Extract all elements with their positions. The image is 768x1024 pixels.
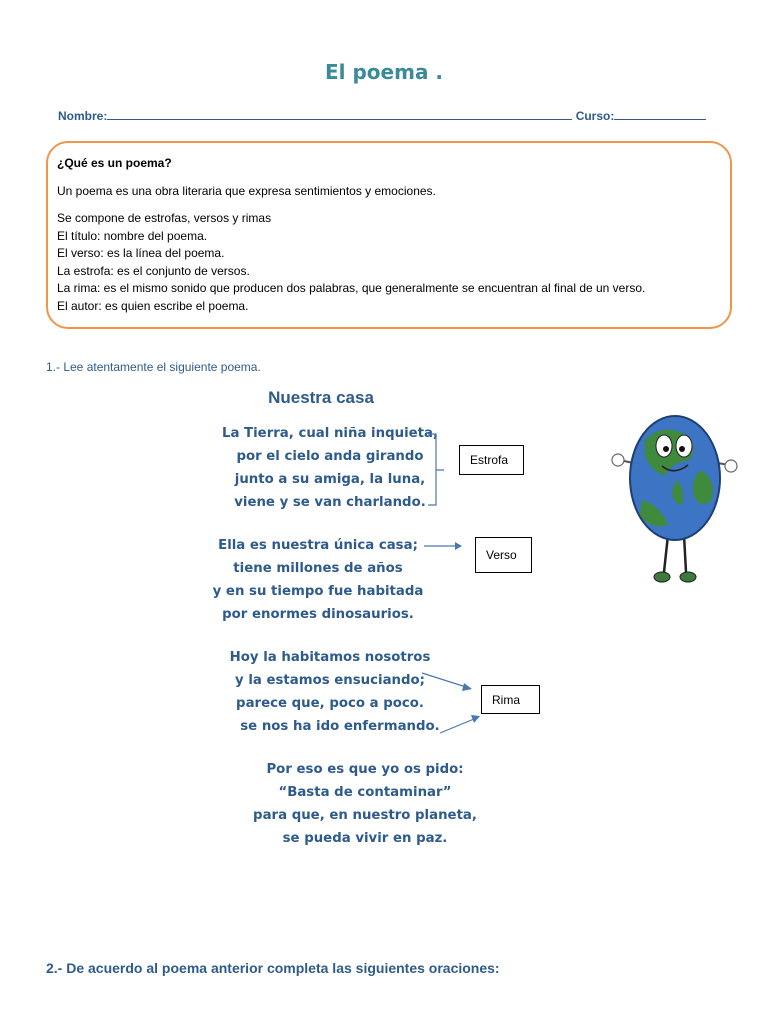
definition-line: La rima: es el mismo sonido que producen dos palabras, que generalmente se encuentran al final de un verso. xyxy=(57,281,646,295)
instruction-1: 1.- Lee atentamente el siguiente poema. xyxy=(46,360,261,374)
poem-verse: por el cielo anda girando xyxy=(236,449,424,464)
poem-verse: tiene millones de años xyxy=(233,561,403,576)
poem-verse: para que, en nuestro planeta, xyxy=(253,808,477,823)
label-estrofa: Estrofa xyxy=(459,445,524,475)
definition-text: Un poema es una obra literaria que expresa sentimientos y emociones. xyxy=(57,183,436,198)
definition-line: La estrofa: es el conjunto de versos. xyxy=(57,263,250,278)
definition-line: El verso: es la línea del poema. xyxy=(57,246,225,260)
poem-verse: se pueda vivir en paz. xyxy=(282,831,448,846)
rima-arrowhead-1 xyxy=(462,683,472,691)
label-verso: Verso xyxy=(475,537,532,573)
definition-question: ¿Qué es un poema? xyxy=(57,156,172,170)
estrofa-bracket xyxy=(428,434,444,505)
poem-title: Nuestra casa xyxy=(268,388,374,407)
poem-verse: viene y se van charlando. xyxy=(234,495,426,510)
definition-line: El título: nombre del poema. xyxy=(57,228,208,243)
poem-verse: junto a su amiga, la luna, xyxy=(234,472,426,487)
poem-verse: “Basta de contaminar” xyxy=(278,785,452,800)
rima-arrowhead-2 xyxy=(471,715,480,723)
worksheet-title: El poema . xyxy=(325,60,443,84)
poem-verse: se nos ha ido enfermando. xyxy=(240,719,440,734)
definition-line: El autor: es quien escribe el poema. xyxy=(57,298,249,313)
verso-arrowhead xyxy=(455,542,462,550)
earth-character-icon xyxy=(612,416,737,582)
label-rima: Rima xyxy=(481,685,540,714)
definition-line: Se compone de estrofas, versos y rimas xyxy=(57,211,272,225)
poem-verse: y en su tiempo fue habitada xyxy=(212,584,424,599)
poem-verse: Hoy la habitamos nosotros xyxy=(229,650,431,665)
poem-verse: La Tierra, cual niña inquieta, xyxy=(221,426,439,441)
poem-verse: y la estamos ensuciando; xyxy=(235,673,425,688)
rima-arrow-2 xyxy=(440,719,474,733)
rima-arrow-1 xyxy=(422,673,466,687)
course-label: Curso: xyxy=(575,109,615,123)
instruction-2: 2.- De acuerdo al poema anterior completa las siguientes oraciones: xyxy=(46,960,500,976)
poem-verse: parece que, poco a poco. xyxy=(236,696,424,711)
poem-verse: por enormes dinosaurios. xyxy=(222,607,414,622)
poem-verse: Por eso es que yo os pido: xyxy=(266,762,464,777)
name-label: Nombre: xyxy=(58,109,108,123)
poem-verse: Ella es nuestra única casa; xyxy=(218,538,418,553)
